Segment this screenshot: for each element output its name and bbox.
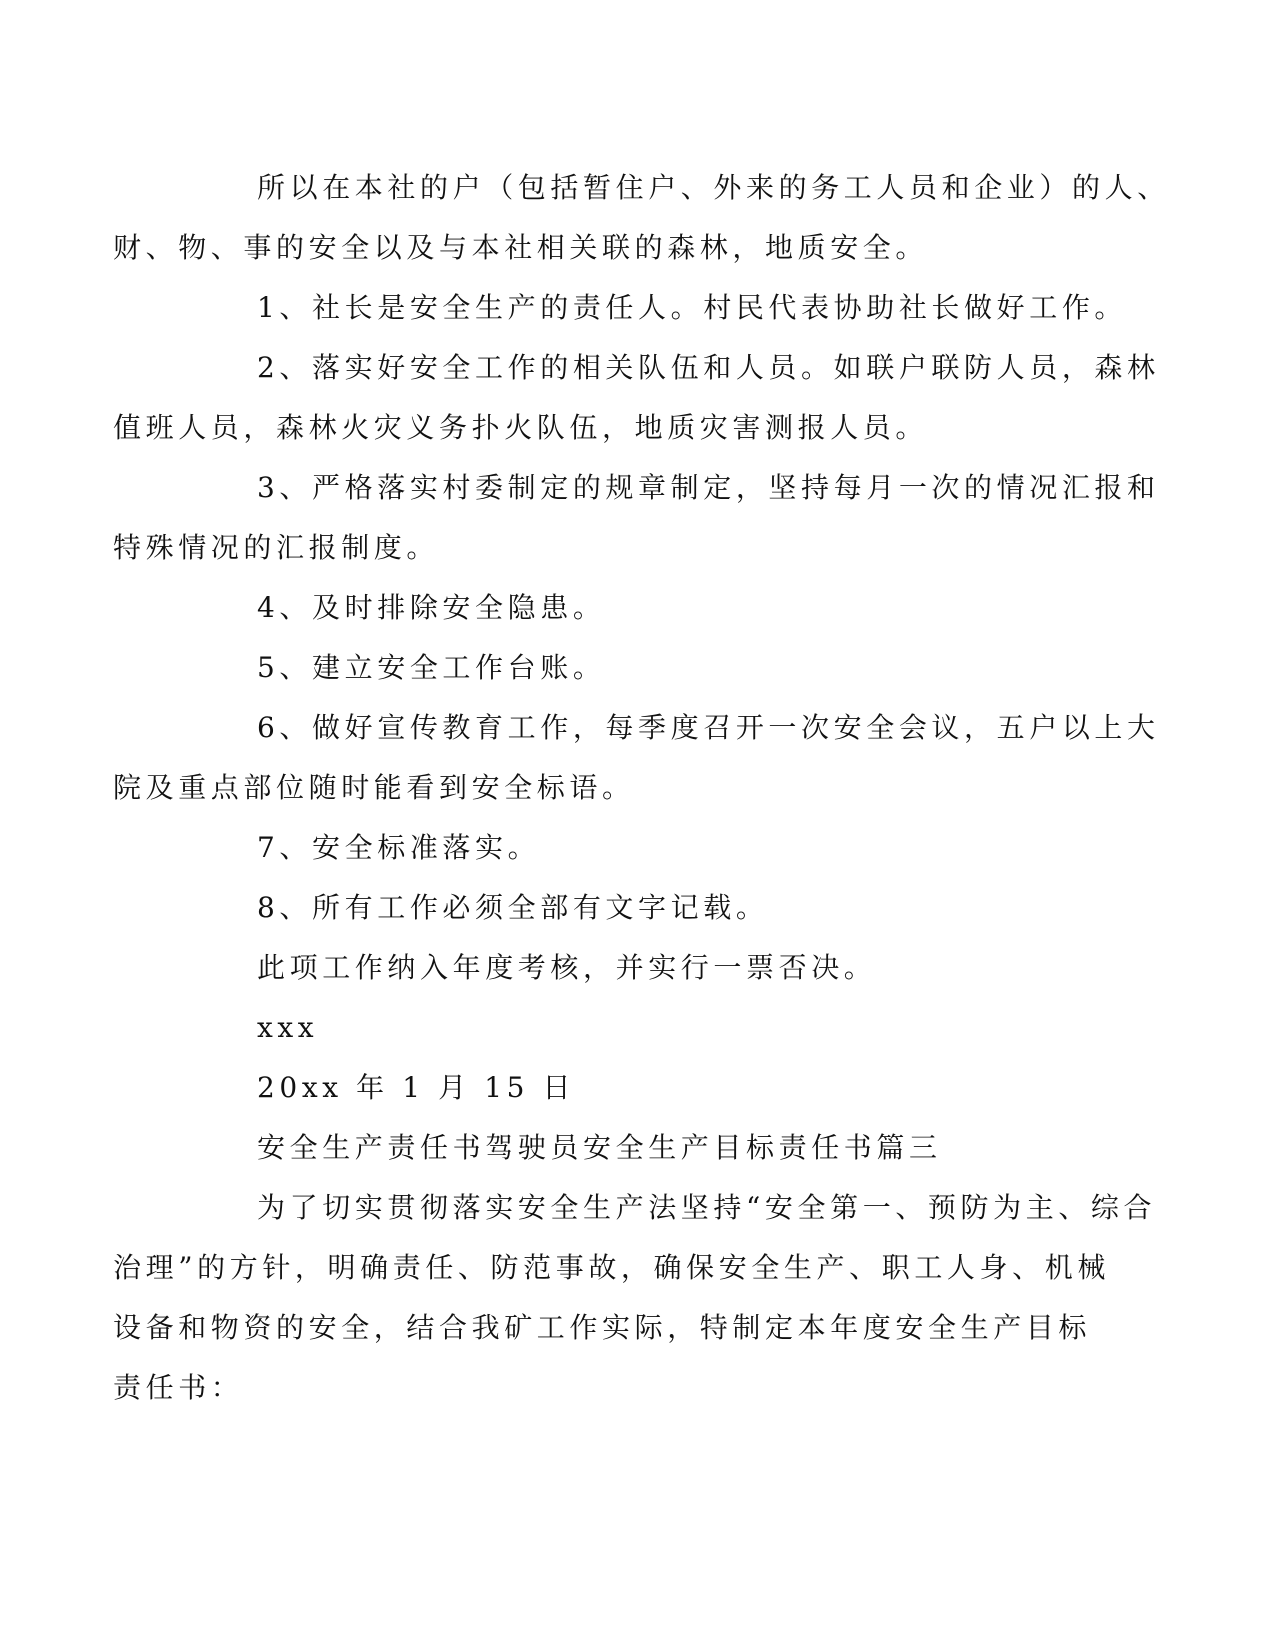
list-item-2 — [113, 338, 1160, 458]
date-line — [185, 1058, 1055, 1118]
text-line: 为了切实贯彻落实安全生产法坚持“安全第一、预防为主、综合 — [257, 1191, 1157, 1224]
paragraph-intro — [113, 1178, 1157, 1418]
text-line: xxx — [257, 1011, 319, 1044]
document-body — [113, 158, 1170, 1418]
list-item-8 — [185, 878, 1055, 938]
text-line: 特殊情况的汇报制度。 — [113, 531, 440, 564]
paragraph-scope — [113, 158, 1170, 278]
text-line: 1、社长是安全生产的责任人。村民代表协助社长做好工作。 — [257, 291, 1128, 324]
list-item-4 — [185, 578, 1055, 638]
text-line: 4、及时排除安全隐患。 — [257, 591, 606, 624]
text-line: 5、建立安全工作台账。 — [257, 651, 606, 684]
text-line: 值班人员，森林火灾义务扑火队伍，地质灾害测报人员。 — [113, 411, 929, 444]
text-line: 设备和物资的安全，结合我矿工作实际，特制定本年度安全生产目标 — [113, 1311, 1092, 1344]
text-line: 2、落实好安全工作的相关队伍和人员。如联户联防人员，森林 — [257, 351, 1160, 384]
section-heading — [185, 1118, 1055, 1178]
list-item-1 — [185, 278, 1128, 338]
list-item-3 — [113, 458, 1160, 578]
text-line: 治理”的方针，明确责任、防范事故，确保安全生产、职工人身、机械 — [113, 1251, 1110, 1284]
text-line: 责任书： — [113, 1371, 244, 1404]
list-item-6 — [113, 698, 1160, 818]
text-line: 8、所有工作必须全部有文字记载。 — [257, 891, 769, 924]
text-line: 所以在本社的户（包括暂住户、外来的务工人员和企业）的人、 — [257, 171, 1170, 204]
text-line: 20xx 年 1 月 15 日 — [257, 1071, 576, 1104]
assessment-note — [185, 938, 1055, 998]
text-line: 财、物、事的安全以及与本社相关联的森林，地质安全。 — [113, 231, 929, 264]
text-line: 7、安全标准落实。 — [257, 831, 541, 864]
text-line: 安全生产责任书驾驶员安全生产目标责任书篇三 — [257, 1131, 942, 1164]
text-line: 6、做好宣传教育工作，每季度召开一次安全会议，五户以上大 — [257, 711, 1160, 744]
text-line: 院及重点部位随时能看到安全标语。 — [113, 771, 635, 804]
text-line: 3、严格落实村委制定的规章制定，坚持每月一次的情况汇报和 — [257, 471, 1160, 504]
list-item-5 — [185, 638, 1055, 698]
list-item-7 — [185, 818, 1055, 878]
text-line: 此项工作纳入年度考核，并实行一票否决。 — [257, 951, 877, 984]
signatory — [185, 998, 1055, 1058]
